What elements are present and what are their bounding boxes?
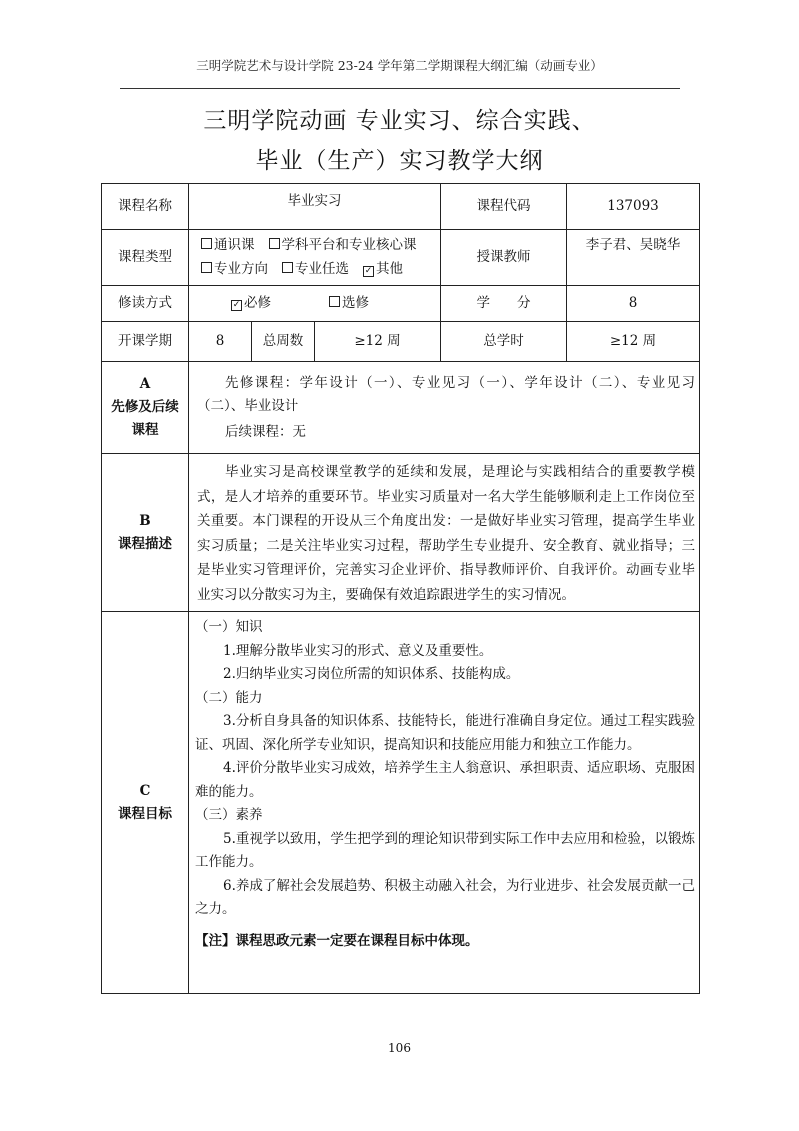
section-c-row	[102, 612, 700, 994]
study-mode-label: 修读方式	[102, 286, 189, 322]
total-hours-value: ≥12 周	[567, 322, 700, 362]
course-code-value: 137093	[567, 184, 700, 230]
objective-item-5: 5.重视学以致用，学生把学到的理论知识带到实际工作中去应用和检验，以锻炼工作能力。	[195, 830, 696, 870]
document-title-line-2: 毕业（生产）实习教学大纲	[255, 148, 544, 174]
course-type-options-line-2	[189, 257, 440, 281]
option-elective[interactable]: 专业任选	[282, 257, 349, 281]
prerequisite-courses: 先修课程：学年设计（一）、专业见习（一）、学年设计（二）、专业见习（二）、毕业设计	[197, 375, 696, 414]
option-general[interactable]: 通识课	[201, 233, 255, 257]
ideological-note: 【注】课程思政元素一定要在课程目标中体现。	[195, 932, 479, 949]
syllabus-table	[101, 183, 700, 994]
course-name-label: 课程名称	[102, 184, 189, 230]
option-core[interactable]: 学科平台和专业核心课	[269, 233, 417, 257]
course-code-label: 课程代码	[441, 184, 567, 230]
teacher-value: 李子君、吴晓华	[567, 230, 700, 286]
objective-item-6: 6.养成了解社会发展趋势、积极主动融入社会，为行业进步、社会发展贡献一己之力。	[195, 877, 696, 917]
course-type-options	[189, 230, 441, 286]
semester-label: 开课学期	[102, 322, 189, 362]
section-c-letter: C	[139, 782, 151, 799]
objective-item-4: 4.评价分散毕业实习成效，培养学生主人翁意识、承担职责、适应职场、克服困难的能力。	[195, 760, 696, 800]
option-direction[interactable]: 专业方向	[201, 257, 268, 281]
objective-item-2: 2.归纳毕业实习岗位所需的知识体系、技能构成。	[223, 666, 520, 682]
section-b-row	[102, 454, 700, 612]
checkbox-general[interactable]	[201, 238, 212, 249]
option-optional[interactable]: 选修	[329, 294, 369, 314]
page-number: 106	[388, 1041, 411, 1055]
section-b-label	[102, 454, 189, 612]
section-a-label	[102, 362, 189, 454]
objective-item-3: 3.分析自身具备的知识体系、技能特长，能进行准确自身定位。通过工程实践验证、巩固、深化所学专业知识，提高知识和技能应用能力和独立工作能力。	[195, 713, 696, 753]
course-name-value: 毕业实习	[189, 184, 441, 230]
section-a-content	[189, 362, 700, 454]
section-b-content	[189, 454, 700, 612]
section-a-letter: A	[139, 376, 151, 392]
section-c-content	[189, 612, 700, 994]
section-a-label-line-1: 先修及后续	[111, 399, 179, 415]
row-course-name	[102, 184, 700, 230]
section-a-row	[102, 362, 700, 454]
option-required[interactable]: ✓ 必修	[232, 294, 271, 311]
section-b-label-text: 课程描述	[118, 535, 172, 552]
document-title-line-1: 三明学院动画 专业实习、综合实践、	[203, 108, 596, 134]
total-weeks-value: ≥12 周	[315, 322, 441, 362]
checkbox-direction[interactable]	[201, 262, 212, 273]
objective-heading-literacy: （三）素养	[195, 807, 263, 823]
checkbox-core[interactable]	[269, 238, 280, 249]
checkbox-required-checked[interactable]: ✓	[232, 299, 241, 310]
checkbox-elective[interactable]	[282, 262, 293, 273]
total-weeks-label: 总周数	[252, 322, 315, 362]
section-b-letter: B	[139, 512, 151, 529]
row-study-mode	[102, 286, 700, 322]
objective-heading-ability: （二）能力	[195, 689, 263, 706]
course-description: 毕业实习是高校课堂教学的延续和发展，是理论与实践相结合的重要教学模式，是人才培养的重要环节。毕业实习质量对一名大学生能够顺利走上工作岗位至关重要。本门课程的开设从三个角度出发：一是做好毕业实习管理，提高学生毕业实习质量；二是关注毕业实习过程，帮助学生专业提升、安全教育、就业指导；三是毕业实习管理评价，完善实习企业评价、指导教师评价、自我评价。动画专业毕业实习以分散实习为主，要确保有效追踪跟进学生的实习情况。	[197, 464, 696, 603]
option-other[interactable]: ✓ 其他	[364, 261, 403, 277]
section-a-label-line-2: 课程	[131, 422, 159, 438]
study-mode-options	[189, 286, 441, 322]
course-type-label: 课程类型	[102, 230, 189, 286]
follow-up-courses: 后续课程：无	[225, 424, 306, 440]
row-course-type	[102, 230, 700, 286]
section-c-label-text: 课程目标	[118, 805, 172, 822]
credit-value: 8	[567, 286, 700, 322]
row-semester	[102, 322, 700, 362]
checkbox-optional[interactable]	[329, 296, 340, 307]
course-type-options-line-1	[189, 233, 440, 257]
total-hours-label: 总学时	[441, 322, 567, 362]
credit-label: 学 分	[441, 286, 567, 322]
objective-item-1: 1.理解分散毕业实习的形式、意义及重要性。	[223, 642, 493, 659]
objective-heading-knowledge: （一）知识	[195, 619, 263, 635]
checkbox-other-checked[interactable]: ✓	[364, 266, 373, 276]
semester-value: 8	[189, 322, 252, 362]
running-header: 三明学院艺术与设计学院 23-24 学年第二学期课程大纲汇编（动画专业）	[196, 58, 603, 73]
header-rule	[120, 88, 680, 89]
teacher-label: 授课教师	[441, 230, 567, 286]
section-c-label	[102, 612, 189, 994]
